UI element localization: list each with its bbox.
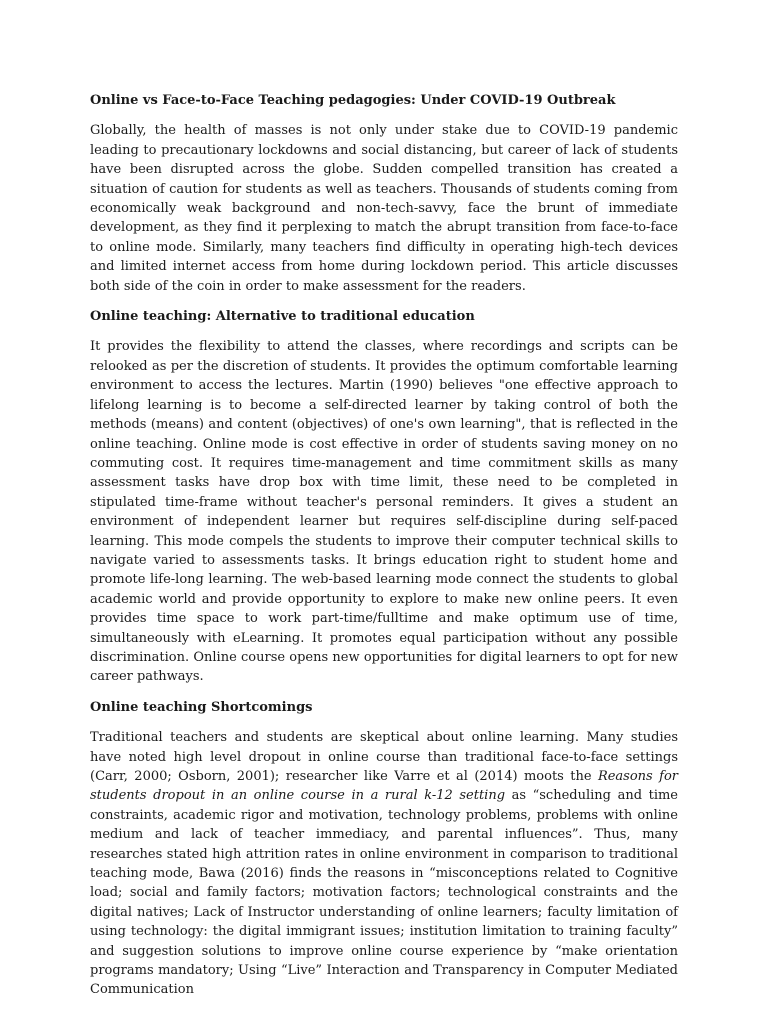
section-heading-alternative: Online teaching: Alternative to traditional education (90, 309, 475, 325)
document-page (90, 91, 678, 1011)
section-body-alternative: It provides the flexibility to attend the classes, where recordings and scripts can be relooked as per the discretion of students. It provides the optimum comfortable learning environment to access the lectures. Martin (1990) believes "one effective approach to lifelong learning is to become a self-directed learner by taking control of both the methods (means) and content (objectives) of one's own learning", that is reflected in the online teaching. Online mode is cost effective in order of students saving money on no commuting cost. It requires time-management and time commitment skills as many assessment tasks have drop box with time limit, these need to be completed in stipulated time-frame without teacher's personal reminders. It gives a student an environment of independent learner but requires self-discipline during self-paced learning. This mode compels the students to improve their computer technical skills to navigate varied to assessments tasks. It brings education right to student home and promote life-long learning. The web-based learning mode connect the students to global academic world and provide opportunity to explore to make new online peers. It even provides time space to work part-time/fulltime and make optimum use of time, simultaneously with eLearning. It promotes equal participation without any possible discrimination. Online course opens new opportunities for digital learners to opt for new career pathways. (90, 339, 678, 685)
shortcomings-text-part1: Traditional teachers and students are skeptical about online learning. Many studies have noted high level dropout in online course than traditional face-to-face settings (Carr, 2000; Osborn, 2001); researcher like Varre et al (2014) moots the (90, 730, 678, 784)
section-body-shortcomings (90, 728, 678, 1000)
shortcomings-text-part2: as “scheduling and time constraints, academic rigor and motivation, technology problems, problems with online medium and lack of teacher immediacy, and parental influences”. Thus, many researches stated high attrition rates in online environment in comparison to traditional teaching mode, Bawa (2016) finds the reasons in “misconceptions related to Cognitive load; social and family factors; motivation factors; technological constraints and the digital natives; Lack of Instructor understanding of online learners; faculty limitation of using technology: the digital immigrant issues; institution limitation to training faculty” and suggestion solutions to improve online course experience by “make orientation programs mandatory; Using “Live” Interaction and Transparency in Computer Mediated Communication (90, 788, 679, 998)
section-heading-shortcomings: Online teaching Shortcomings (90, 699, 313, 715)
shortcomings-italic-title: Reasons for students dropout in an online course in a rural k-12 setting (90, 769, 678, 804)
document-title: Online vs Face-to-Face Teaching pedagogies: Under COVID-19 Outbreak (90, 93, 616, 108)
intro-paragraph: Globally, the health of masses is not only under stake due to COVID-19 pandemic leading to precautionary lockdowns and social distancing, but career of lack of students have been disrupted across the globe. Sudden compelled transition has created a situation of caution for students as well as teachers. Thousands of students coming from economically weak background and non-tech-savvy, face the brunt of immediate development, as they find it perplexing to match the abrupt transition from face-to-face to online mode. Similarly, many teachers find difficulty in operating high-tech devices and limited internet access from home during lockdown period. This article discusses both side of the coin in order to make assessment for the readers. (90, 123, 678, 294)
